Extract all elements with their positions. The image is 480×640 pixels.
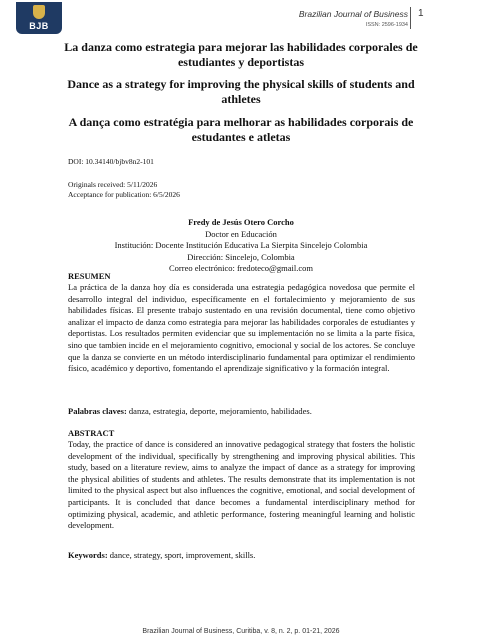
- keywords-spanish: [68, 406, 415, 418]
- logo-text: BJB: [29, 21, 49, 31]
- keywords-english: [68, 550, 415, 562]
- keywords-spanish-label: Palabras claves:: [68, 406, 127, 416]
- journal-name: Brazilian Journal of Business: [298, 9, 408, 19]
- acceptance-date: Acceptance for publication: 6/5/2026: [68, 190, 180, 199]
- resumen-text: La práctica de la danza hoy día es considerada una estrategia pedagógica novedosa que permite el desarrollo integral del individuo, específicamente en el fortalecimiento y mejoramiento de sus habilidades físicas. El presente trabajo sustentado en una revisión documental, tiene como objetivo analizar el impacto de danza como estrategia para mejorar las habilidades corporales de estudiantes y deportistas. Los resultados permiten evidenciar que su implementación no se limita a la parte física, sino que tambien incide en el mejoramiento cognitivo, emocional y social de los actores. Se concluye que la danza se convierte en un método interdisciplinario fundamental para optimizar el rendimiento físico, académico y deportivo, fomentando el aprendizaje significativo y la formación integral.: [68, 282, 415, 374]
- keywords-english-list: dance, strategy, sport, improvement, skills.: [109, 550, 256, 560]
- author-degree: Doctor en Educación: [205, 228, 277, 239]
- page-footer: Brazilian Journal of Business, Curitiba, v. 8, n. 2, p. 01-21, 2026: [142, 628, 340, 635]
- title-english: Dance as a strategy for improving the physical skills of students and athletes: [67, 77, 415, 106]
- journal-logo: [16, 2, 62, 34]
- author-name: Fredy de Jesús Otero Corcho: [188, 217, 294, 227]
- keywords-english-label: Keywords:: [68, 550, 108, 560]
- shield-icon: [33, 5, 45, 19]
- abstract-heading: ABSTRACT: [68, 428, 115, 438]
- title-portuguese: A dança como estratégia para melhorar as habilidades corporais de estudantes e atletas: [68, 115, 414, 144]
- page-number: 1: [418, 8, 424, 19]
- abstract-text: Today, the practice of dance is considered an innovative pedagogical strategy that fosters the holistic development of the individual, specifically by strengthening and improving physical abilities. This study, based on a literature review, aims to analyze the impact of dance as a strategy for improving the physical abilities of students and athletes. The results demonstrate that its implementation is not limited to the physical aspect but also influences the cognitive, emotional, and social development of participants. It is concluded that dance becomes a fundamental interdisciplinary method for optimizing physical, academic, and athletic performance, fostering meaningful learning and holistic development.: [68, 439, 415, 531]
- author-email: Correo electrónico: fredoteco@gmail.com: [168, 263, 313, 273]
- keywords-spanish-list: danza, estrategia, deporte, mejoramiento, habilidades.: [128, 406, 312, 416]
- journal-issn: ISSN: 2596-1934: [365, 22, 408, 28]
- resumen-heading: RESUMEN: [68, 271, 111, 281]
- title-spanish: La danza como estrategia para mejorar las habilidades corporales de estudiantes y deportistas: [64, 40, 418, 69]
- originals-received: Originals received: 5/11/2026: [68, 180, 158, 189]
- doi: DOI: 10.34140/bjbv8n2-101: [68, 157, 154, 166]
- author-institution: Institución: Docente Institución Educativa La Sierpita Sincelejo Colombia: [114, 240, 368, 250]
- header-divider: [410, 7, 411, 29]
- author-address: Dirección: Sincelejo, Colombia: [187, 251, 295, 262]
- author-block: [60, 217, 422, 275]
